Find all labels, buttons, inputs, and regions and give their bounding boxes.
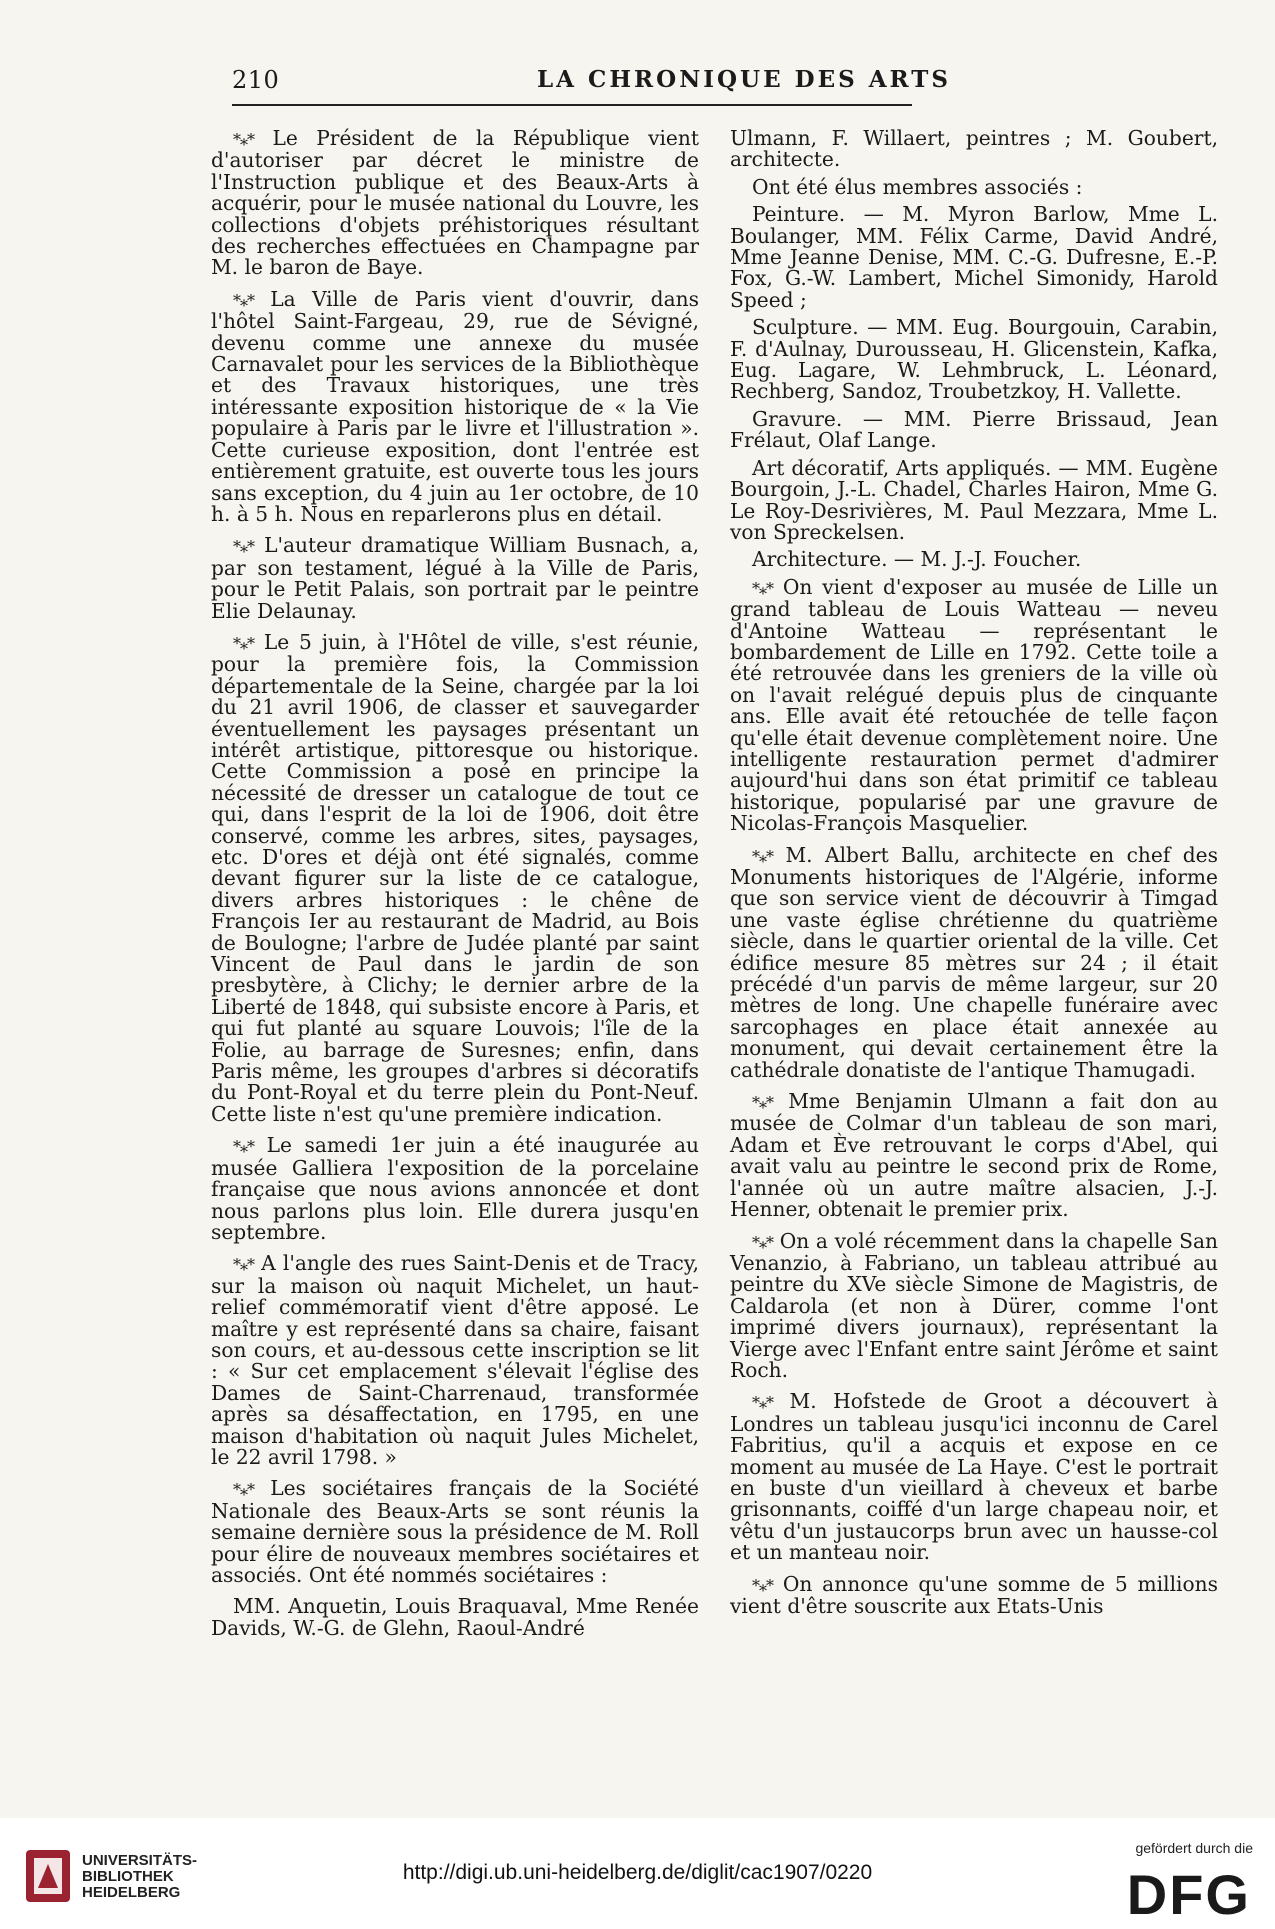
paragraph: *⁎* M. Hofstede de Groot a découvert à Londres un tableau jusqu'ici inconnu de Carel Fabritius, qu'il a acquis et expose en ce moment au musée de La Haye. C'est le portrait en buste d'un vieillard à cheveux et barbe grisonnants, coiffé d'un large chapeau noir, et vêtu d'un justaucorps brun avec un hausse-col et un manteau noir. xyxy=(730,1389,1218,1565)
paragraph: *⁎* La Ville de Paris vient d'ouvrir, dans l'hôtel Saint-Fargeau, 29, rue de Sévigné, devenu comme une annexe du musée Carnavalet pour les services de la Bibliothèque et des Travaux historiques, une très intéressante exposition historique de « la Vie populaire à Paris par le livre et l'illustration ». Cette curieuse exposition, dont l'entrée est entièrement gratuite, est ouverte tous les jours sans exception, du 4 juin au 1er octobre, de 10 h. à 5 h. Nous en reparlerons plus en détail. xyxy=(211,286,699,526)
paragraph: *⁎* Mme Benjamin Ulmann a fait don au musée de Colmar d'un tableau de son mari, Adam et Ève retrouvant le corps d'Abel, qui avait valu au peintre le second prix de Rome, l'année où un autre maître alsacien, J.-J. Henner, obtenait le premier prix. xyxy=(730,1089,1218,1222)
funded-by-label: gefördert durch die xyxy=(1135,1840,1253,1856)
paragraph: Ont été élus membres associés : xyxy=(752,174,1083,199)
paragraph: Gravure. — MM. Pierre Brissaud, Jean Frélaut, Olaf Lange. xyxy=(730,406,1218,453)
institution-name: UNIVERSITÄTS- BIBLIOTHEK HEIDELBERG xyxy=(82,1852,198,1901)
paragraph: *⁎* L'auteur dramatique William Busnach, a, par son testament, légué à la Ville de Paris, pour le Petit Palais, son portrait par le peintre Elie Delaunay. xyxy=(211,533,699,623)
paragraph: Sculpture. — MM. Eug. Bourgouin, Carabin, F. d'Aulnay, Durousseau, H. Glicenstein, Kafka, Eug. Lagare, W. Lehmbruck, L. Léonard, Rechberg, Sandoz, Troubetzkoy, H. Vallette. xyxy=(730,315,1218,404)
paragraph: Ulmann, F. Willaert, peintres ; M. Goubert, architecte. xyxy=(730,126,1218,172)
paragraph: *⁎* On vient d'exposer au musée de Lille un grand tableau de Louis Watteau — neveu d'Antoine Watteau — représentant le bombardement de Lille en 1792. Cette toile a été retrouvée dans les greniers de la ville où on l'avait relégué depuis plus de cinquante ans. Elle avait été retouchée de telle façon qu'elle était devenue complètement noire. Une intelligente restauration permet d'admirer aujourd'hui dans son état primitif ce tableau historique, popularisé par une gravure de Nicolas-François Masquelier. xyxy=(730,574,1219,836)
paragraph: *⁎* On a volé récemment dans la chapelle San Venanzio, à Fabriano, un tableau attribué au peintre du XVe siècle Simone de Magistris, de Caldarola (et non à Dürer, comme l'ont imprimé divers journaux), représentant la Vierge avec l'Enfant entre saint Jérôme et saint Roch. xyxy=(730,1228,1218,1382)
page-header xyxy=(232,60,1232,100)
header-rule xyxy=(232,104,912,106)
paragraph: *⁎* Le Président de la République vient d'autoriser par décret le ministre de l'Instruction publique et des Beaux-Arts à acquérir, pour le musée national du Louvre, les collections d'objets préhistoriques résultant des recherches effectuées en Champagne par M. le baron de Baye. xyxy=(211,126,699,280)
digital-library-url[interactable]: http://digi.ub.uni-heidelberg.de/diglit/cac1907/0220 xyxy=(402,1861,873,1884)
paragraph: Architecture. — M. J.-J. Foucher. xyxy=(752,547,1082,572)
journal-title: LA CHRONIQUE DES ARTS xyxy=(537,66,951,93)
paragraph: *⁎* A l'angle des rues Saint-Denis et de Tracy, sur la maison où naquit Michelet, un haut-relief commémoratif vient d'être apposé. Le maître y est représenté dans sa chaire, faisant son cours, et au-dessous cette inscription se lit : « Sur cet emplacement s'élevait l'église des Dames de Saint-Charrenaud, transformée après sa désaffectation, en 1795, en une maison d'habitation où naquit Jules Michelet, le 22 avril 1798. » xyxy=(211,1251,699,1469)
right-column xyxy=(730,128,1218,1627)
page-number: 210 xyxy=(232,66,280,94)
paragraph: *⁎* M. Albert Ballu, architecte en chef des Monuments historiques de l'Algérie, informe que son service vient de découvrir à Timgad une vaste église chrétienne du quatrième siècle, dans le quartier oriental de la ville. Cet édifice mesure 85 mètres sur 24 ; il était précédé d'un parvis de même largeur, sur 20 mètres de long. Une chapelle funéraire avec sarcophages en place était annexée au monument, qui devait certainement être la cathédrale donatiste de l'antique Thamugadi. xyxy=(730,842,1218,1082)
dfg-logo: DFG xyxy=(1126,1863,1251,1926)
paragraph: *⁎* Les sociétaires français de la Société Nationale des Beaux-Arts se sont réunis la semaine dernière sous la présidence de M. Roll pour élire de nouveaux membres sociétaires et associés. Ont été nommés sociétaires : xyxy=(211,1476,700,1587)
paragraph: MM. Anquetin, Louis Braquaval, Mme Renée Davids, W.-G. de Glehn, Raoul-André xyxy=(211,1594,699,1640)
paragraph: *⁎* Le samedi 1er juin a été inaugurée au musée Galliera l'exposition de la porcelaine française que nous avions annoncée et dont nous parlons plus loin. Elle durera jusqu'en septembre. xyxy=(211,1133,699,1244)
paragraph: Art décoratif, Arts appliqués. — MM. Eugène Bourgoin, J.-L. Chadel, Charles Hairon, Mme G. Le Roy-Desrivières, M. Paul Mezzara, Mme L. von Spreckelsen. xyxy=(730,455,1218,544)
left-column xyxy=(211,128,699,1649)
paragraph: Peinture. — M. Myron Barlow, Mme L. Boulanger, MM. Félix Carme, David André, Mme Jeanne Denise, MM. C.-G. Dufresne, E.-P. Fox, G.-W. Lambert, Michel Simonidy, Harold Speed ; xyxy=(730,202,1218,312)
footer-bar xyxy=(0,1818,1275,1929)
paragraph: *⁎* On annonce qu'une somme de 5 millions vient d'être souscrite aux Etats-Unis xyxy=(730,1571,1218,1618)
paragraph: *⁎* Le 5 juin, à l'Hôtel de ville, s'est réunie, pour la première fois, la Commission départementale de la Seine, chargée par la loi du 21 avril 1906, de classer et sauvegarder éventuellement les paysages présentant un intérêt artistique, pittoresque ou historique. Cette Commission a posé en principe la nécessité de dresser un catalogue de tout ce qui, dans l'esprit de la loi de 1906, doit être conservé, comme les arbres, sites, paysages, etc. D'ores et déjà ont été signalés, comme devant figurer sur la liste de ce catalogue, divers arbres historiques : le chêne de François Ier au restaurant de Madrid, au Bois de Boulogne; l'arbre de Judée planté par saint Vincent de Paul dans le jardin de son presbytère, à Clichy; le dernier arbre de la Liberté de 1848, qui subsiste encore à Paris, et qui fut planté au square Louvois; l'île de la Folie, au barrage de Suresnes; enfin, dans Paris même, les groupes d'arbres si décoratifs du Pont-Royal et du terre plein du Pont-Neuf. Cette liste n'est qu'une première indication. xyxy=(211,629,699,1126)
